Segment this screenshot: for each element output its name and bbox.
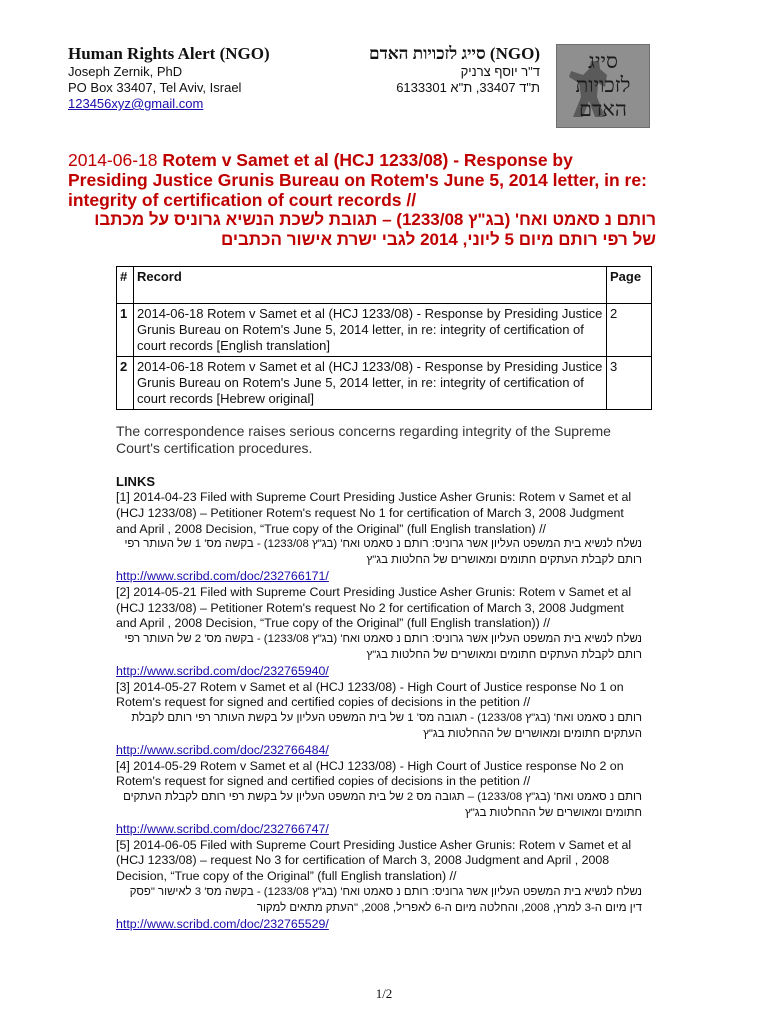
header-hebrew xyxy=(300,44,540,96)
logo-text: סייג לזכויות האדם xyxy=(575,49,631,121)
link-url[interactable]: http://www.scribd.com/doc/232765940/ xyxy=(116,663,329,678)
link-description: [1] 2014-04-23 Filed with Supreme Court Presiding Justice Asher Grunis: Rotem v Samet et al (HCJ 1233/08) – Petitioner Rotem's request No 1 for certification of March 3, 2008 Judgment and April , 2008 Decision, “True copy of the Original” (full English translation) // xyxy=(116,490,632,536)
link-url[interactable]: http://www.scribd.com/doc/232766171/ xyxy=(116,568,329,583)
link-description: [3] 2014-05-27 Rotem v Samet et al (HCJ 1233/08) - High Court of Justice response No 1 on Rotem's request for signed and certified copies of decisions in the petition // xyxy=(116,679,624,710)
org-name-english: Human Rights Alert (NGO) xyxy=(68,44,270,63)
author-name: Joseph Zernik, PhD xyxy=(68,64,183,79)
link-description-hebrew: נשלח לנשיא בית המשפט העליון אשר גרוניס: רותם נ סאמט ואח' (בג"ץ 1233/08) - בקשה מס' 3 לאישור "פסק דין מיום ה-3 למרץ, 2008, והחלטה מיום ה-6 לאפריל, 2008, "העתק מתאים למקור xyxy=(129,885,642,914)
links-list xyxy=(116,490,642,932)
email-link[interactable]: 123456xyz@gmail.com xyxy=(68,96,204,111)
list-item xyxy=(116,585,642,680)
link-url[interactable]: http://www.scribd.com/doc/232766484/ xyxy=(116,742,329,757)
link-url[interactable]: http://www.scribd.com/doc/232766747/ xyxy=(116,821,329,836)
row-record: 2014-06-18 Rotem v Samet et al (HCJ 1233/08) - Response by Presiding Justice Grunis Bureau on Rotem's June 5, 2014 letter, in re: integrity of certification of court records [Hebrew original] xyxy=(134,357,607,410)
row-page: 2 xyxy=(607,304,652,357)
table-row xyxy=(117,357,652,410)
row-record: 2014-06-18 Rotem v Samet et al (HCJ 1233/08) - Response by Presiding Justice Grunis Bureau on Rotem's June 5, 2014 letter, in re: integrity of certification of court records [English translation] xyxy=(134,304,607,357)
link-description: [4] 2014-05-29 Rotem v Samet et al (HCJ 1233/08) - High Court of Justice response No 2 on Rotem's request for signed and certified copies of decisions in the petition // xyxy=(116,758,624,789)
org-name-hebrew: (NGO) סייג לזכויות האדם xyxy=(368,44,540,63)
postal-address-hebrew: ת"ד 33407, ת"א 6133301 xyxy=(396,80,540,95)
author-name-hebrew: ד"ר יוסף צרניק xyxy=(460,64,540,79)
link-description-hebrew: נשלח לנשיא בית המשפט העליון אשר גרוניס: רותם נ סאמט ואח' (בג"ץ 1233/08) - בקשה מס' 2 של העותר רפי רותם לקבלת העתקים חתומים ומאושרים של החלטות בג"ץ xyxy=(124,633,642,661)
document-title xyxy=(68,150,656,210)
link-description-hebrew: רותם נ סאמט ואח' (בג"ץ 1233/08) - תגובה מס' 1 של בית המשפט העליון על בקשת העותר רפי רותם לקבלת העתקים חתומים ומאושרים של ההחלטות בג"ץ xyxy=(131,712,642,740)
row-number: 2 xyxy=(117,357,134,410)
column-header-number: # xyxy=(117,267,134,304)
list-item xyxy=(116,759,642,838)
link-description: [2] 2014-05-21 Filed with Supreme Court Presiding Justice Asher Grunis: Rotem v Samet et al (HCJ 1233/08) – Petitioner Rotem's request No 2 for certification of March 3, 2008 Judgment and April , 2008 Decision, “True copy of the Original” (full English translation)) // xyxy=(116,584,632,631)
table-row xyxy=(117,304,652,357)
column-header-page: Page xyxy=(607,267,652,304)
list-item xyxy=(116,838,642,933)
link-description: [5] 2014-06-05 Filed with Supreme Court Presiding Justice Asher Grunis: Rotem v Samet et al (HCJ 1233/08) – request No 3 for certification of March 3, 2008 Judgment and April , 2008 Decision, “True copy of the Original” (full English translation) // xyxy=(116,837,632,884)
page-number: 1/2 xyxy=(375,986,393,1001)
row-number: 1 xyxy=(117,304,134,357)
records-table xyxy=(116,266,652,410)
postal-address: PO Box 33407, Tel Aviv, Israel xyxy=(68,80,242,95)
column-header-record: Record xyxy=(134,267,607,304)
title-date: 2014-06-18 xyxy=(68,150,158,170)
link-description-hebrew: נשלח לנשיא בית המשפט העליון אשר גרוניס: רותם נ סאמט ואח' (בג"ץ 1233/08) - בקשה מס' 1 של העותר רפי רותם לקבלת העתקים חתומים ומאושרים של החלטות בג"ץ xyxy=(124,538,642,567)
link-url[interactable]: http://www.scribd.com/doc/232765529/ xyxy=(116,916,329,931)
list-item xyxy=(116,680,642,759)
row-page: 3 xyxy=(607,357,652,410)
link-description-hebrew: רותם נ סאמט ואח' (בג"ץ 1233/08) – תגובה מס 2 של בית המשפט העליון על בקשת רפי רותם לקבלת העתקים חתומים ומאושרים של ההחלטות בג"ץ xyxy=(123,791,642,819)
summary-paragraph: The correspondence raises serious concerns regarding integrity of the Supreme Court's certification procedures. xyxy=(116,423,611,456)
title-english: Rotem v Samet et al (HCJ 1233/08) - Response by Presiding Justice Grunis Bureau on Rotem's June 5, 2014 letter, in re: integrity of certification of court records // xyxy=(68,150,647,210)
table-header-row xyxy=(117,267,652,304)
links-heading: LINKS xyxy=(116,474,155,489)
title-hebrew: רותם נ סאמט ואח' (בג"ץ 1233/08) – תגובת לשכת הנשיא גרוניס על מכתבו של רפי רותם מיום 5 ליוני, 2014 לגבי ישרת אישור הכתבים xyxy=(94,210,656,249)
org-logo xyxy=(556,44,650,128)
list-item xyxy=(116,490,642,585)
